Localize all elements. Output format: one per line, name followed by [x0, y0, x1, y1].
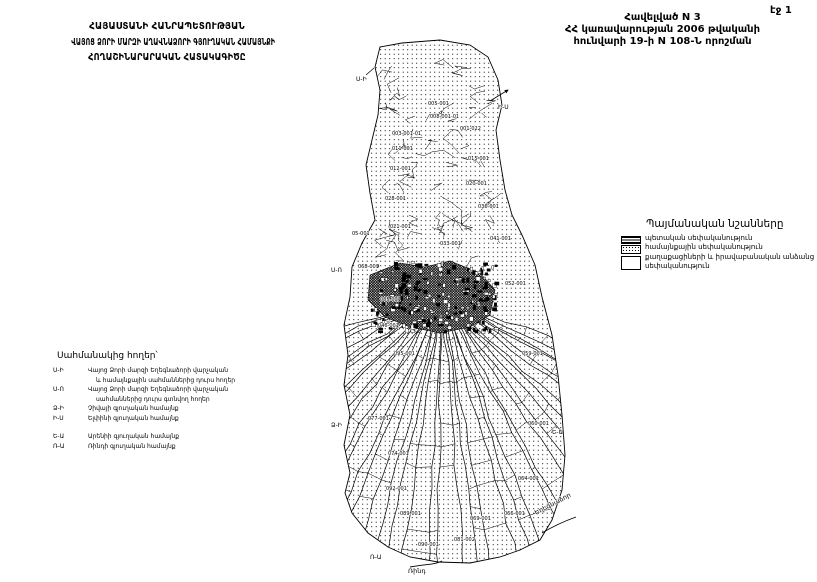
building	[476, 277, 480, 281]
bordering-item-text-cont: և համայնքային սահմաններից դուրս հողեր	[96, 376, 236, 384]
building	[414, 287, 417, 291]
building	[380, 290, 383, 292]
building	[448, 295, 451, 297]
building	[431, 272, 433, 276]
building	[417, 281, 421, 284]
bordering-item-text: Ռինդի գյուղական համայնք	[88, 442, 176, 450]
parcel-boundary	[564, 468, 573, 474]
building	[441, 273, 443, 275]
building	[485, 282, 488, 286]
building	[473, 271, 476, 275]
parcel-label: 003-001-01	[392, 131, 422, 137]
bordering-item-code: Ձ-Ի	[53, 405, 64, 412]
appendix-header	[555, 12, 770, 48]
building	[425, 297, 429, 299]
parcel-label: 090-001	[418, 542, 439, 548]
appendix-date-line: հունվարի 19-ի N 108-Ն որոշման	[573, 36, 752, 47]
building	[406, 280, 408, 283]
parcel-boundary	[332, 406, 344, 412]
building	[400, 289, 403, 293]
parcel-label: 089-001	[400, 511, 421, 517]
building	[466, 307, 470, 309]
building	[421, 317, 423, 319]
building	[489, 329, 491, 333]
hatched-box-icon	[621, 236, 641, 244]
building	[487, 269, 490, 272]
parcel-label: 001-022	[460, 126, 481, 132]
title-line-country: ՀԱՅԱՍՏԱՆԻ ՀԱՆՐԱՊԵՏՈՒԹՅԱՆ	[89, 21, 245, 32]
building	[448, 326, 452, 329]
bordering-item-text: Վայոց Ձորի մարզի Եղեգնաձորի վարչական	[88, 367, 229, 374]
building	[379, 292, 383, 294]
building	[407, 296, 409, 299]
building	[424, 290, 428, 293]
building	[405, 289, 408, 293]
bordering-item-code: Ե-Ա	[53, 433, 65, 440]
building	[439, 322, 441, 324]
boundary-marker: Ս-Ո	[331, 267, 342, 274]
building	[442, 293, 445, 296]
bordering-item-text-cont: սահմաններից դուրս գտնվող հողեր	[96, 395, 210, 403]
building	[403, 324, 406, 328]
building	[473, 328, 475, 332]
road-label: Ռինդ	[408, 567, 426, 575]
building	[422, 319, 426, 322]
building	[457, 283, 459, 285]
building	[470, 267, 473, 270]
building	[444, 300, 448, 304]
building	[407, 262, 410, 264]
building	[461, 307, 464, 309]
building	[488, 279, 490, 282]
building	[415, 284, 418, 286]
building	[441, 262, 443, 266]
building	[494, 328, 498, 330]
bordering-lands-title: Սահմանակից հողեր՝	[57, 351, 158, 361]
building	[414, 324, 418, 328]
parcel-boundary	[330, 478, 335, 486]
cadastral-map	[330, 35, 580, 575]
building	[466, 290, 469, 292]
building	[455, 306, 457, 309]
parcel-boundary	[578, 361, 580, 368]
parcel-label: 008-001-01	[430, 114, 460, 120]
building	[494, 293, 498, 295]
bordering-item-text: Արենիի գյուղական համայնք	[88, 433, 180, 440]
building	[467, 278, 470, 283]
bordering-item-text: Վայոց Ձորի մարզի Եղեգնաձորի վարչական	[88, 386, 229, 393]
dotted-box-icon	[621, 245, 641, 254]
map-title	[22, 19, 312, 66]
bordering-item-code: Ս-Ի	[53, 367, 64, 374]
building	[447, 270, 450, 275]
building	[380, 272, 383, 274]
parcel-boundary	[558, 353, 562, 360]
parcel-label: 020-001	[466, 181, 487, 187]
building	[407, 284, 411, 287]
building	[465, 312, 468, 315]
parcel-label: 041-001	[490, 236, 511, 242]
building	[415, 264, 418, 267]
parcel-boundary	[505, 152, 519, 163]
building	[401, 307, 403, 310]
building	[425, 264, 429, 266]
parcel-label: 077-001	[368, 416, 389, 422]
building	[483, 263, 487, 266]
building	[477, 302, 480, 304]
building	[401, 296, 403, 300]
boundary-marker: Ձ-Ի	[331, 422, 342, 429]
parcel-label: 033-001	[440, 241, 461, 247]
parcel-boundary	[572, 435, 580, 443]
building	[392, 271, 394, 273]
bordering-item-text: Չիվայի գյուղական համայնք	[88, 405, 179, 412]
building	[462, 278, 465, 282]
building	[492, 266, 494, 269]
building	[452, 265, 456, 269]
building	[438, 295, 440, 297]
page-number: էջ 1	[770, 5, 792, 16]
building	[427, 281, 429, 284]
parcel-label: 092-001	[386, 486, 407, 492]
building	[447, 316, 451, 319]
building	[375, 322, 377, 325]
parcel-boundary	[338, 338, 342, 340]
building	[483, 307, 486, 310]
building	[402, 283, 406, 287]
parcel-boundary	[342, 340, 345, 349]
road-label: Եղեգնաձոր	[533, 490, 573, 517]
bordering-item-code: Ս-Ո	[53, 386, 64, 393]
building	[463, 291, 465, 293]
building	[375, 308, 378, 312]
building	[472, 300, 474, 303]
building	[424, 307, 427, 311]
building	[410, 304, 412, 306]
building	[472, 294, 476, 297]
building	[383, 318, 385, 320]
building	[409, 311, 411, 315]
building	[460, 311, 463, 314]
building	[485, 273, 488, 276]
building	[394, 289, 396, 292]
building	[439, 267, 443, 271]
legend-item-state-label: պետական սեփականություն	[645, 234, 753, 242]
building	[484, 310, 488, 312]
building	[482, 266, 484, 270]
legend-title: Պայմանական նշանները	[646, 218, 784, 230]
building	[484, 277, 486, 279]
parcel-label: 095-001	[394, 351, 415, 357]
building	[395, 268, 399, 270]
building	[416, 310, 418, 312]
parcel-label: 064-001	[518, 476, 539, 482]
building	[377, 313, 379, 317]
building	[470, 317, 474, 322]
building	[478, 272, 481, 274]
building	[481, 271, 483, 275]
building	[394, 262, 398, 265]
building	[479, 299, 482, 302]
building	[474, 281, 478, 283]
parcel-label: 028-001	[385, 196, 406, 202]
building	[465, 288, 470, 290]
building	[379, 331, 383, 333]
bordering-item-text: Ելփինի գյուղական համայնք	[88, 414, 179, 422]
building	[485, 312, 488, 316]
building	[454, 313, 458, 315]
building	[454, 280, 456, 282]
building	[403, 277, 405, 280]
building	[418, 264, 422, 268]
parcel-label: 069-001	[470, 516, 491, 522]
parcel-label: 068-001	[358, 264, 379, 270]
building	[485, 327, 487, 330]
parcel-label: 015-001	[468, 156, 489, 162]
parcel-label: 060-001	[528, 421, 549, 427]
parcel-label: 046-001	[378, 323, 399, 329]
building	[433, 298, 436, 303]
building	[395, 284, 399, 288]
building	[405, 293, 408, 295]
boundary-marker: Ի-Ս	[498, 104, 509, 111]
building	[475, 330, 479, 333]
empty-box-icon	[621, 256, 641, 270]
bordering-item-code: Ի-Ս	[53, 414, 64, 422]
building	[478, 291, 482, 293]
building	[486, 297, 490, 301]
parcel-label: 074-001	[388, 451, 409, 457]
parcel-label: 05-001	[352, 231, 370, 237]
building	[439, 318, 443, 321]
building	[485, 287, 488, 289]
boundary-marker: Ե-Ա	[552, 429, 564, 436]
building	[443, 284, 446, 288]
building	[455, 317, 458, 321]
parcel-label: 059-001	[522, 351, 543, 357]
parcel-boundary	[562, 347, 566, 354]
parcel-boundary	[362, 542, 376, 546]
parcel-label: 052-001	[505, 281, 526, 287]
building	[405, 275, 408, 277]
parcel-label: 036-001	[478, 204, 499, 210]
parcel-label: 011-001	[392, 146, 413, 152]
bordering-item-code: Ռ-Ա	[53, 442, 65, 450]
building	[371, 309, 373, 312]
building	[423, 278, 427, 280]
parcel-boundary	[572, 403, 580, 416]
title-line-community: ՎԱՅՈՑ ՁՈՐԻ ՄԱՐԶԻ ԱՂԱՎՆԱՁՈՐԻ ԳՅՈՒՂԱԿԱՆ ՀԱՄԱՅՆՔԻ	[71, 36, 276, 48]
building	[440, 314, 442, 317]
parcel-label: 081-002	[454, 537, 475, 543]
building	[467, 327, 471, 330]
building	[445, 321, 449, 324]
building	[467, 324, 470, 327]
building	[405, 329, 408, 333]
parcel-label: 021-001	[390, 224, 411, 230]
building	[411, 261, 415, 263]
parcel-boundary	[334, 373, 335, 376]
building	[484, 292, 488, 295]
legend-item-private-label: քաղաքացիների և իրավաբանական անձանց	[645, 253, 815, 261]
building	[420, 273, 422, 275]
appendix-number: Հավելված N 3	[624, 12, 701, 23]
parcel-label: 085-001	[380, 297, 401, 303]
building	[383, 303, 386, 306]
building	[434, 317, 436, 321]
building	[436, 303, 440, 306]
parcel-label: 066-001	[504, 511, 525, 517]
parcel-boundary	[566, 384, 571, 389]
building	[430, 309, 432, 311]
legend-item-community-label: համայնքային սեփականություն	[645, 243, 763, 251]
title-line-plan: ՀՈՂԱՇԻՆԱՐԱՐԱԿԱՆ ՀԱՏԱԿԱԳԻԾԸ	[88, 52, 246, 63]
building	[395, 304, 399, 307]
marker-leader-line	[366, 68, 374, 75]
building	[446, 312, 448, 315]
building	[386, 314, 389, 316]
appendix-decree-line: ՀՀ կառավարության 2006 թվականի	[564, 24, 761, 35]
building	[448, 303, 450, 307]
boundary-marker: Ռ-Ա	[370, 554, 382, 561]
building	[492, 308, 496, 311]
building	[385, 278, 387, 281]
parcel-label: 012-001	[390, 166, 411, 172]
building	[444, 330, 447, 333]
building	[440, 324, 443, 326]
building	[478, 304, 481, 306]
building	[437, 264, 441, 268]
building	[418, 320, 422, 322]
building	[474, 285, 476, 289]
building	[404, 308, 406, 312]
parcel-boundary	[338, 462, 346, 465]
building	[438, 284, 440, 286]
building	[379, 280, 381, 282]
boundary-marker: Ս-Ի	[356, 76, 367, 83]
building	[495, 265, 498, 267]
building	[430, 319, 432, 322]
parcel-boundary	[566, 415, 572, 421]
building	[495, 282, 499, 285]
building	[494, 303, 497, 307]
building	[418, 305, 420, 307]
parcel-label: 005-001	[428, 101, 449, 107]
building	[431, 311, 434, 313]
legend-item-private-label-cont: սեփականություն	[645, 262, 710, 270]
building	[464, 292, 468, 295]
building	[482, 321, 485, 324]
building	[473, 306, 475, 310]
building	[416, 296, 418, 300]
building	[418, 289, 422, 292]
building	[447, 307, 450, 310]
parcel-boundary	[343, 534, 362, 541]
